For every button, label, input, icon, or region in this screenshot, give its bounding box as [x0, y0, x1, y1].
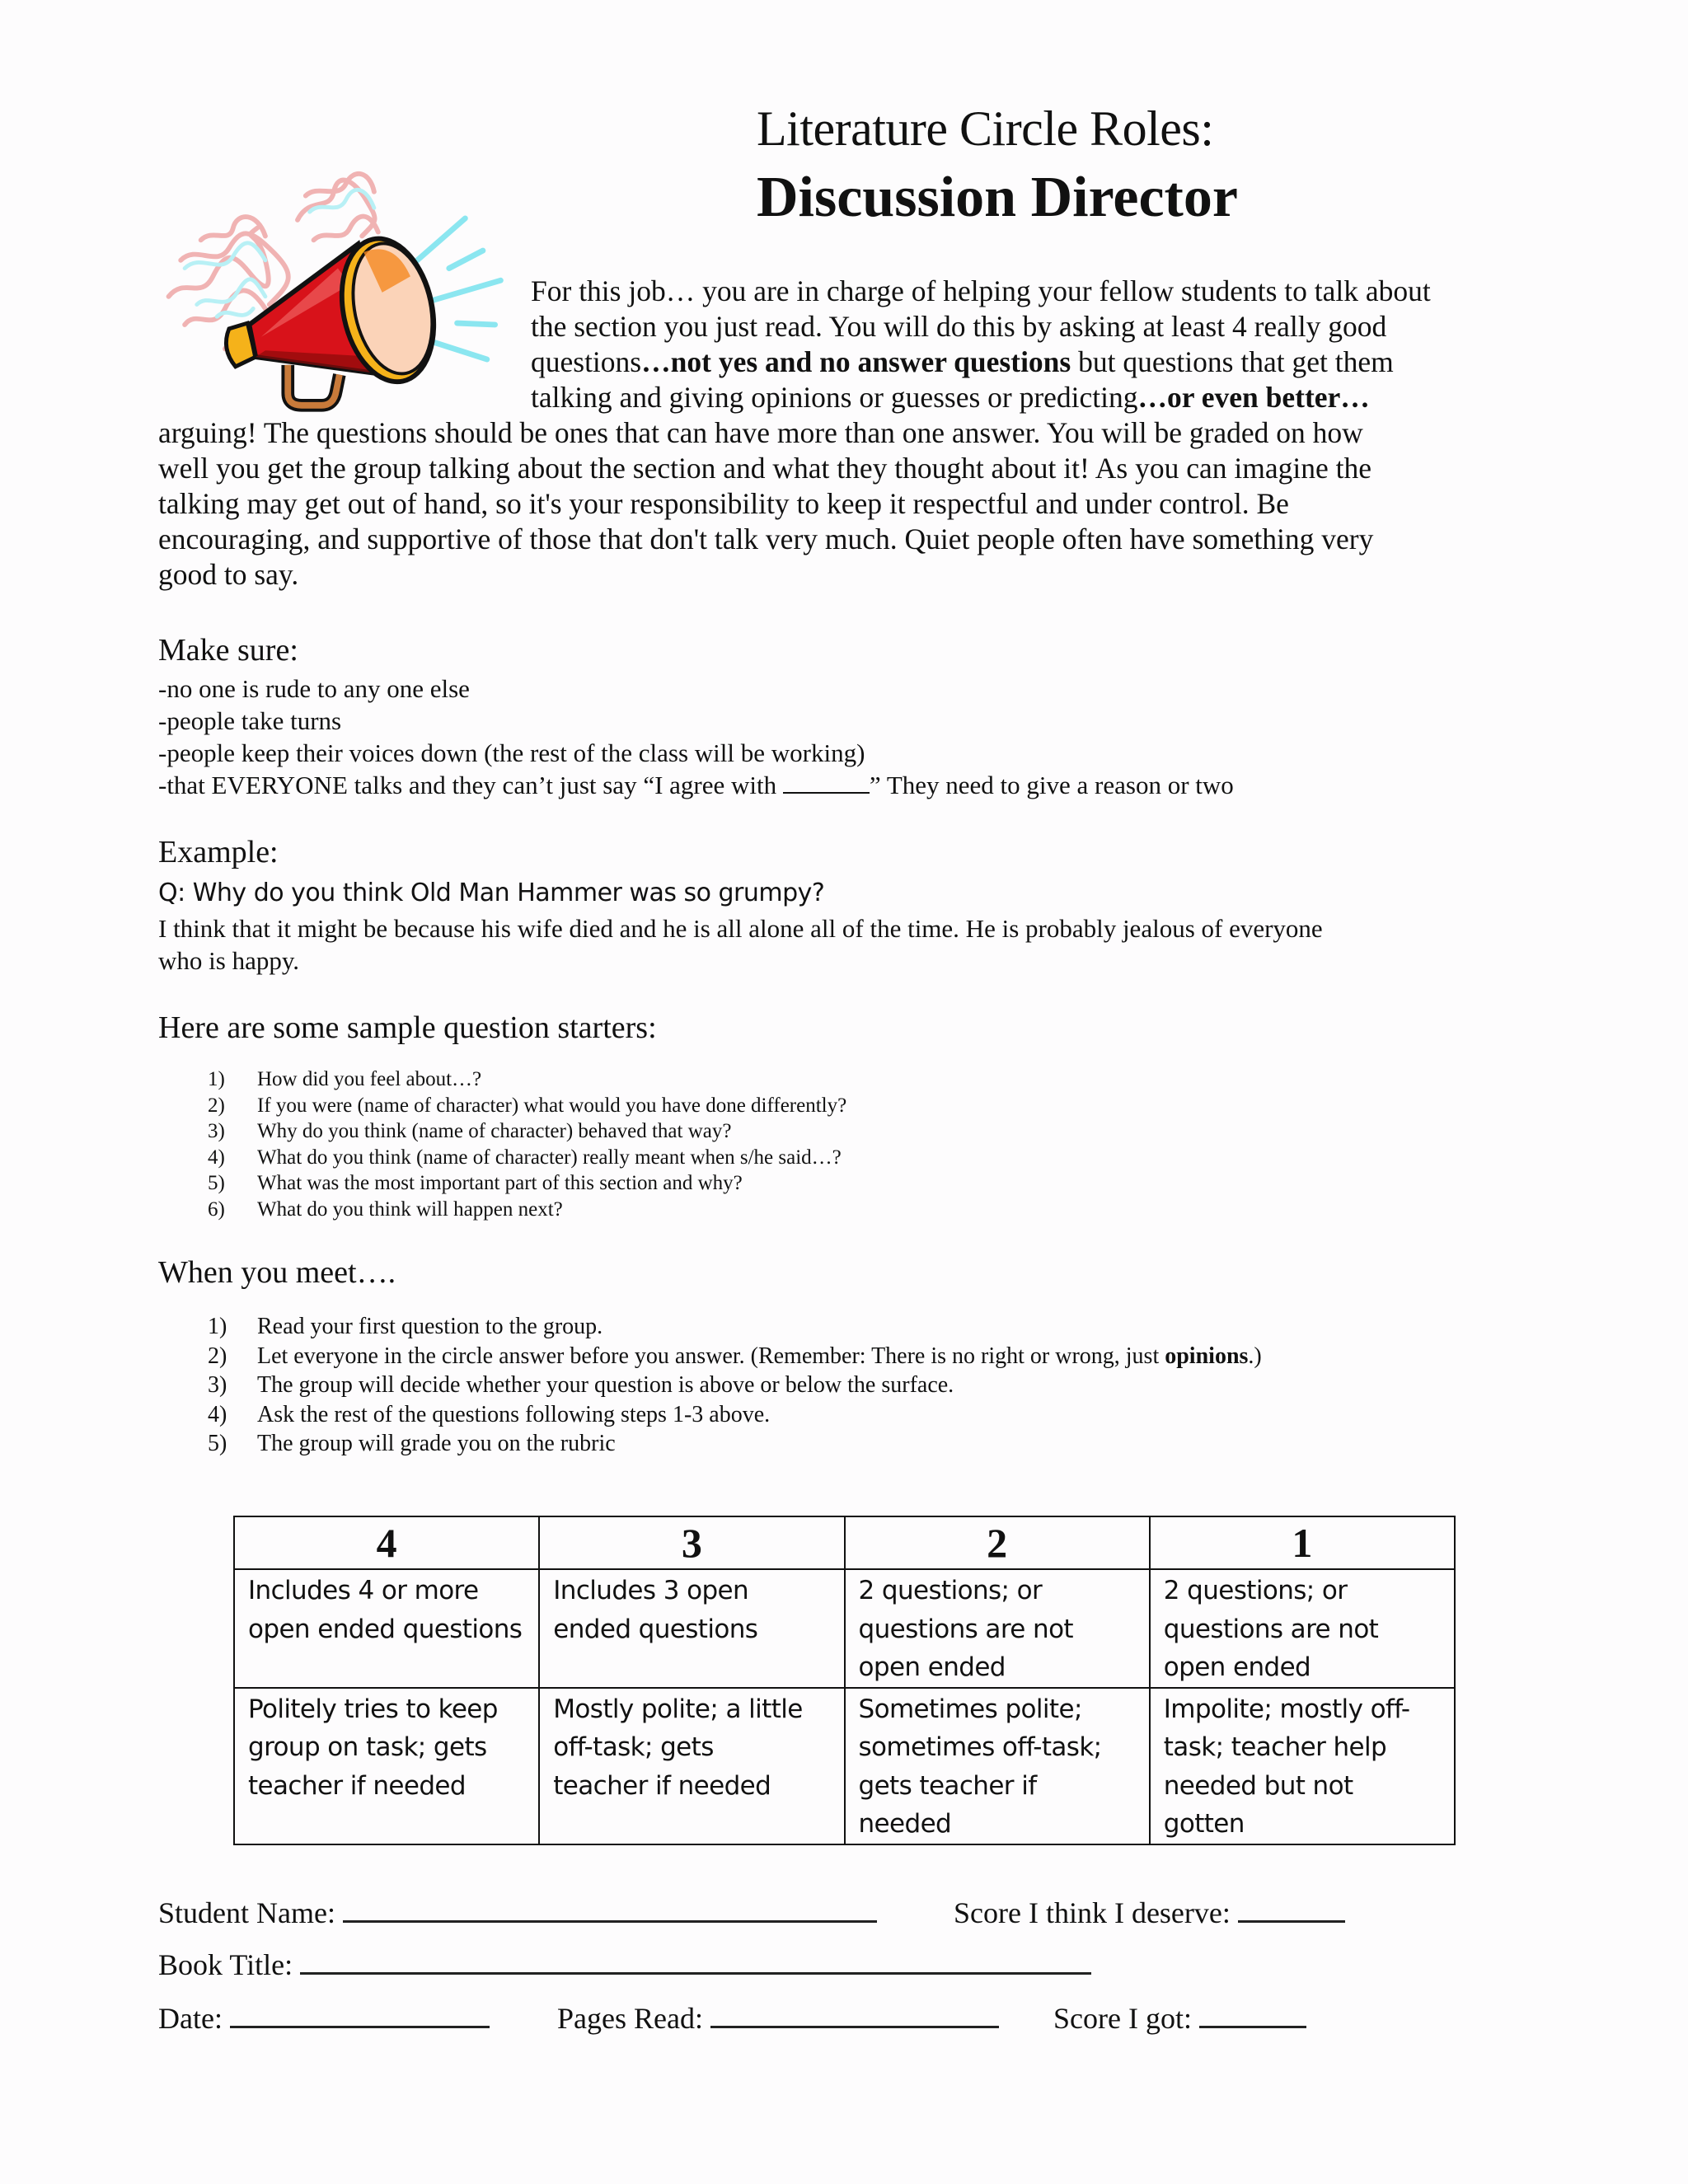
example-heading: Example:: [158, 835, 279, 869]
rubric-cell: Includes 3 open ended questions: [539, 1569, 844, 1688]
make-sure-item: -that EVERYONE talks and they can’t just say “I agree with ” They need to give a reason or two: [158, 771, 1234, 799]
make-sure-item: -people keep their voices down (the rest of the class will be working): [158, 738, 865, 767]
list-item: 5) What was the most important part of this section and why?: [208, 1172, 743, 1194]
rubric-cell: Mostly polite; a little off-task; gets teacher if needed: [539, 1688, 844, 1844]
list-item: 4) What do you think (name of character) really meant when s/he said…?: [208, 1146, 842, 1169]
score-deserve-label: Score I think I deserve:: [954, 1896, 1231, 1929]
book-title-label: Book Title:: [158, 1948, 293, 1981]
rubric-cell: Impolite; mostly off- task; teacher help needed but not gotten: [1150, 1688, 1455, 1844]
intro-line: For this job… you are in charge of helping your fellow students to talk about: [531, 274, 1431, 307]
student-name-input[interactable]: [343, 1896, 877, 1923]
student-name-field: [158, 1896, 877, 1930]
score-got-label: Score I got:: [1053, 2002, 1192, 2035]
rubric-header-row: [234, 1516, 1455, 1569]
starters-heading: Here are some sample question starters:: [158, 1010, 657, 1045]
table-row: [234, 1688, 1455, 1844]
list-item: 6) What do you think will happen next?: [208, 1197, 563, 1221]
book-title-input[interactable]: [300, 1947, 1091, 1975]
book-title-field: [158, 1947, 1091, 1982]
student-name-label: Student Name:: [158, 1896, 335, 1929]
meet-heading: When you meet….: [158, 1255, 396, 1290]
fill-in-blank: [783, 772, 870, 794]
intro-line: questions…not yes and no answer questions but questions that get them: [531, 345, 1394, 378]
date-input[interactable]: [230, 2001, 490, 2028]
intro-line: well you get the group talking about the section and what they thought about it! As you can imagine the: [158, 452, 1372, 485]
date-field: [158, 2001, 490, 2036]
make-sure-heading: Make sure:: [158, 633, 298, 668]
list-item: 3) Why do you think (name of character) behaved that way?: [208, 1120, 732, 1142]
list-item: 5) The group will grade you on the rubric: [208, 1431, 616, 1456]
intro-line: arguing! The questions should be ones that can have more than one answer. You will be graded on how: [158, 416, 1363, 449]
rubric-header: 2: [845, 1516, 1150, 1569]
page-title: Discussion Director: [757, 166, 1238, 229]
make-sure-list: [158, 673, 1234, 801]
list-item: 2) Let everyone in the circle answer before you answer. (Remember: There is no right or wrong, just opinions.): [208, 1343, 1262, 1369]
pages-read-field: [557, 2001, 999, 2036]
meet-list: [208, 1312, 1262, 1459]
score-got-input[interactable]: [1199, 2001, 1306, 2028]
rubric-cell: 2 questions; or questions are not open ended: [1150, 1569, 1455, 1688]
rubric-header: 1: [1150, 1516, 1455, 1569]
list-item: 1) How did you feel about…?: [208, 1068, 482, 1090]
intro-line: talking may get out of hand, so it's your responsibility to keep it respectful and under control. Be: [158, 487, 1289, 520]
score-deserve-field: [954, 1896, 1345, 1930]
rubric-cell: Sometimes polite; sometimes off-task; gets teacher if needed: [845, 1688, 1150, 1844]
rubric-cell: 2 questions; or questions are not open ended: [845, 1569, 1150, 1688]
list-item: 3) The group will decide whether your question is above or below the surface.: [208, 1372, 954, 1398]
rubric-cell: Includes 4 or more open ended questions: [234, 1569, 539, 1688]
pages-read-label: Pages Read:: [557, 2002, 703, 2035]
intro-line: good to say.: [158, 558, 299, 591]
make-sure-item: -people take turns: [158, 706, 342, 735]
score-deserve-input[interactable]: [1238, 1896, 1345, 1923]
intro-line: the section you just read. You will do this by asking at least 4 really good: [531, 310, 1387, 343]
rubric-table: [233, 1516, 1456, 1845]
list-item: 2) If you were (name of character) what would you have done differently?: [208, 1094, 847, 1117]
list-item: 4) Ask the rest of the questions following steps 1-3 above.: [208, 1401, 771, 1427]
rubric-cell: Politely tries to keep group on task; gets teacher if needed: [234, 1688, 539, 1844]
score-got-field: [1053, 2001, 1306, 2036]
date-label: Date:: [158, 2002, 223, 2035]
example-question: Q: Why do you think Old Man Hammer was so grumpy?: [158, 879, 825, 907]
table-row: [234, 1569, 1455, 1688]
megaphone-icon: [152, 161, 515, 416]
rubric-header: 3: [539, 1516, 844, 1569]
rubric-header: 4: [234, 1516, 539, 1569]
starters-list: [208, 1066, 846, 1222]
pages-read-input[interactable]: [710, 2001, 999, 2028]
list-item: 1) Read your first question to the group.: [208, 1314, 603, 1339]
intro-line: talking and giving opinions or guesses or predicting…or even better…: [531, 381, 1370, 414]
page-subtitle: Literature Circle Roles:: [757, 101, 1214, 156]
example-answer: I think that it might be because his wife died and he is all alone all of the time. He is probably jealous of everyone who is happy.: [158, 914, 1323, 975]
make-sure-item: -no one is rude to any one else: [158, 674, 470, 703]
intro-line: encouraging, and supportive of those that don't talk very much. Quiet people often have something very: [158, 523, 1374, 555]
